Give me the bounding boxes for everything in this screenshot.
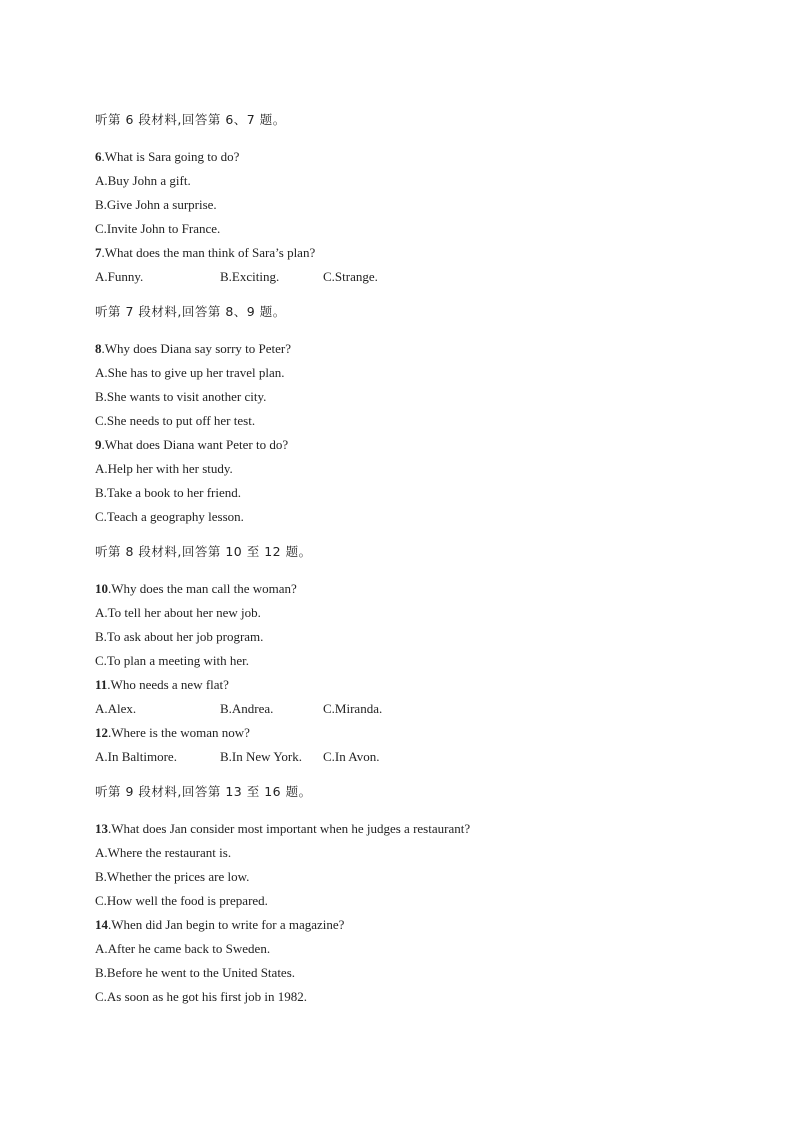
option-c: C.How well the food is prepared. [95, 893, 268, 908]
question-11 [95, 677, 229, 693]
question-number: 7 [95, 245, 102, 260]
option-a: A.Help her with her study. [95, 461, 233, 476]
option-c: C.She needs to put off her test. [95, 413, 256, 428]
inline-options [95, 269, 495, 285]
question-text: .What does the man think of Sara’s plan? [101, 245, 316, 260]
question-text: .Where is the woman now? [108, 725, 250, 740]
question-6 [95, 149, 239, 165]
option-a: A.Funny. [95, 269, 144, 284]
option-b: B.Give John a surprise. [95, 197, 217, 212]
option-a: A.Alex. [95, 701, 137, 716]
question-text: .What is Sara going to do? [101, 149, 240, 164]
option-c: C.Strange. [323, 269, 378, 284]
option-a: A.To tell her about her new job. [95, 605, 261, 620]
option-c: C.Teach a geography lesson. [95, 509, 244, 524]
question-14 [95, 917, 344, 933]
question-number: 14 [95, 917, 108, 932]
inline-options [95, 701, 495, 717]
question-12 [95, 725, 250, 741]
option-c: C.As soon as he got his first job in 1982. [95, 989, 307, 1004]
option-b: B.Before he went to the United States. [95, 965, 296, 980]
option-b: B.To ask about her job program. [95, 629, 264, 644]
option-a: A.She has to give up her travel plan. [95, 365, 285, 380]
option-b: B.Whether the prices are low. [95, 869, 250, 884]
option-b: B.Andrea. [220, 701, 274, 716]
question-13 [95, 821, 470, 837]
question-number: 10 [95, 581, 108, 596]
option-b: B.Take a book to her friend. [95, 485, 242, 500]
section-heading: 听第 8 段材料,回答第 10 至 12 题。 [95, 544, 312, 559]
option-b: B.In New York. [220, 749, 302, 764]
question-number: 9 [95, 437, 102, 452]
section-heading: 听第 9 段材料,回答第 13 至 16 题。 [95, 784, 312, 799]
option-b: B.She wants to visit another city. [95, 389, 267, 404]
question-number: 8 [95, 341, 102, 356]
inline-options [95, 749, 495, 765]
section-heading: 听第 6 段材料,回答第 6、7 题。 [95, 112, 286, 127]
question-text: .When did Jan begin to write for a magazine? [108, 917, 345, 932]
question-text: .Why does Diana say sorry to Peter? [101, 341, 292, 356]
option-a: A.After he came back to Sweden. [95, 941, 271, 956]
section-heading: 听第 7 段材料,回答第 8、9 题。 [95, 304, 286, 319]
question-text: .What does Diana want Peter to do? [101, 437, 289, 452]
option-b: B.Exciting. [220, 269, 280, 284]
option-c: C.Miranda. [323, 701, 383, 716]
question-9 [95, 437, 288, 453]
question-7 [95, 245, 315, 261]
option-a: A.Buy John a gift. [95, 173, 191, 188]
question-number: 11 [95, 677, 108, 692]
question-8 [95, 341, 291, 357]
question-text: .Who needs a new flat? [107, 677, 229, 692]
question-number: 12 [95, 725, 108, 740]
option-a: A.In Baltimore. [95, 749, 177, 764]
question-number: 6 [95, 149, 102, 164]
question-10 [95, 581, 297, 597]
option-c: C.To plan a meeting with her. [95, 653, 249, 668]
question-text: .Why does the man call the woman? [108, 581, 297, 596]
question-number: 13 [95, 821, 108, 836]
option-c: C.In Avon. [323, 749, 380, 764]
option-a: A.Where the restaurant is. [95, 845, 232, 860]
question-text: .What does Jan consider most important when he judges a restaurant? [108, 821, 471, 836]
option-c: C.Invite John to France. [95, 221, 221, 236]
